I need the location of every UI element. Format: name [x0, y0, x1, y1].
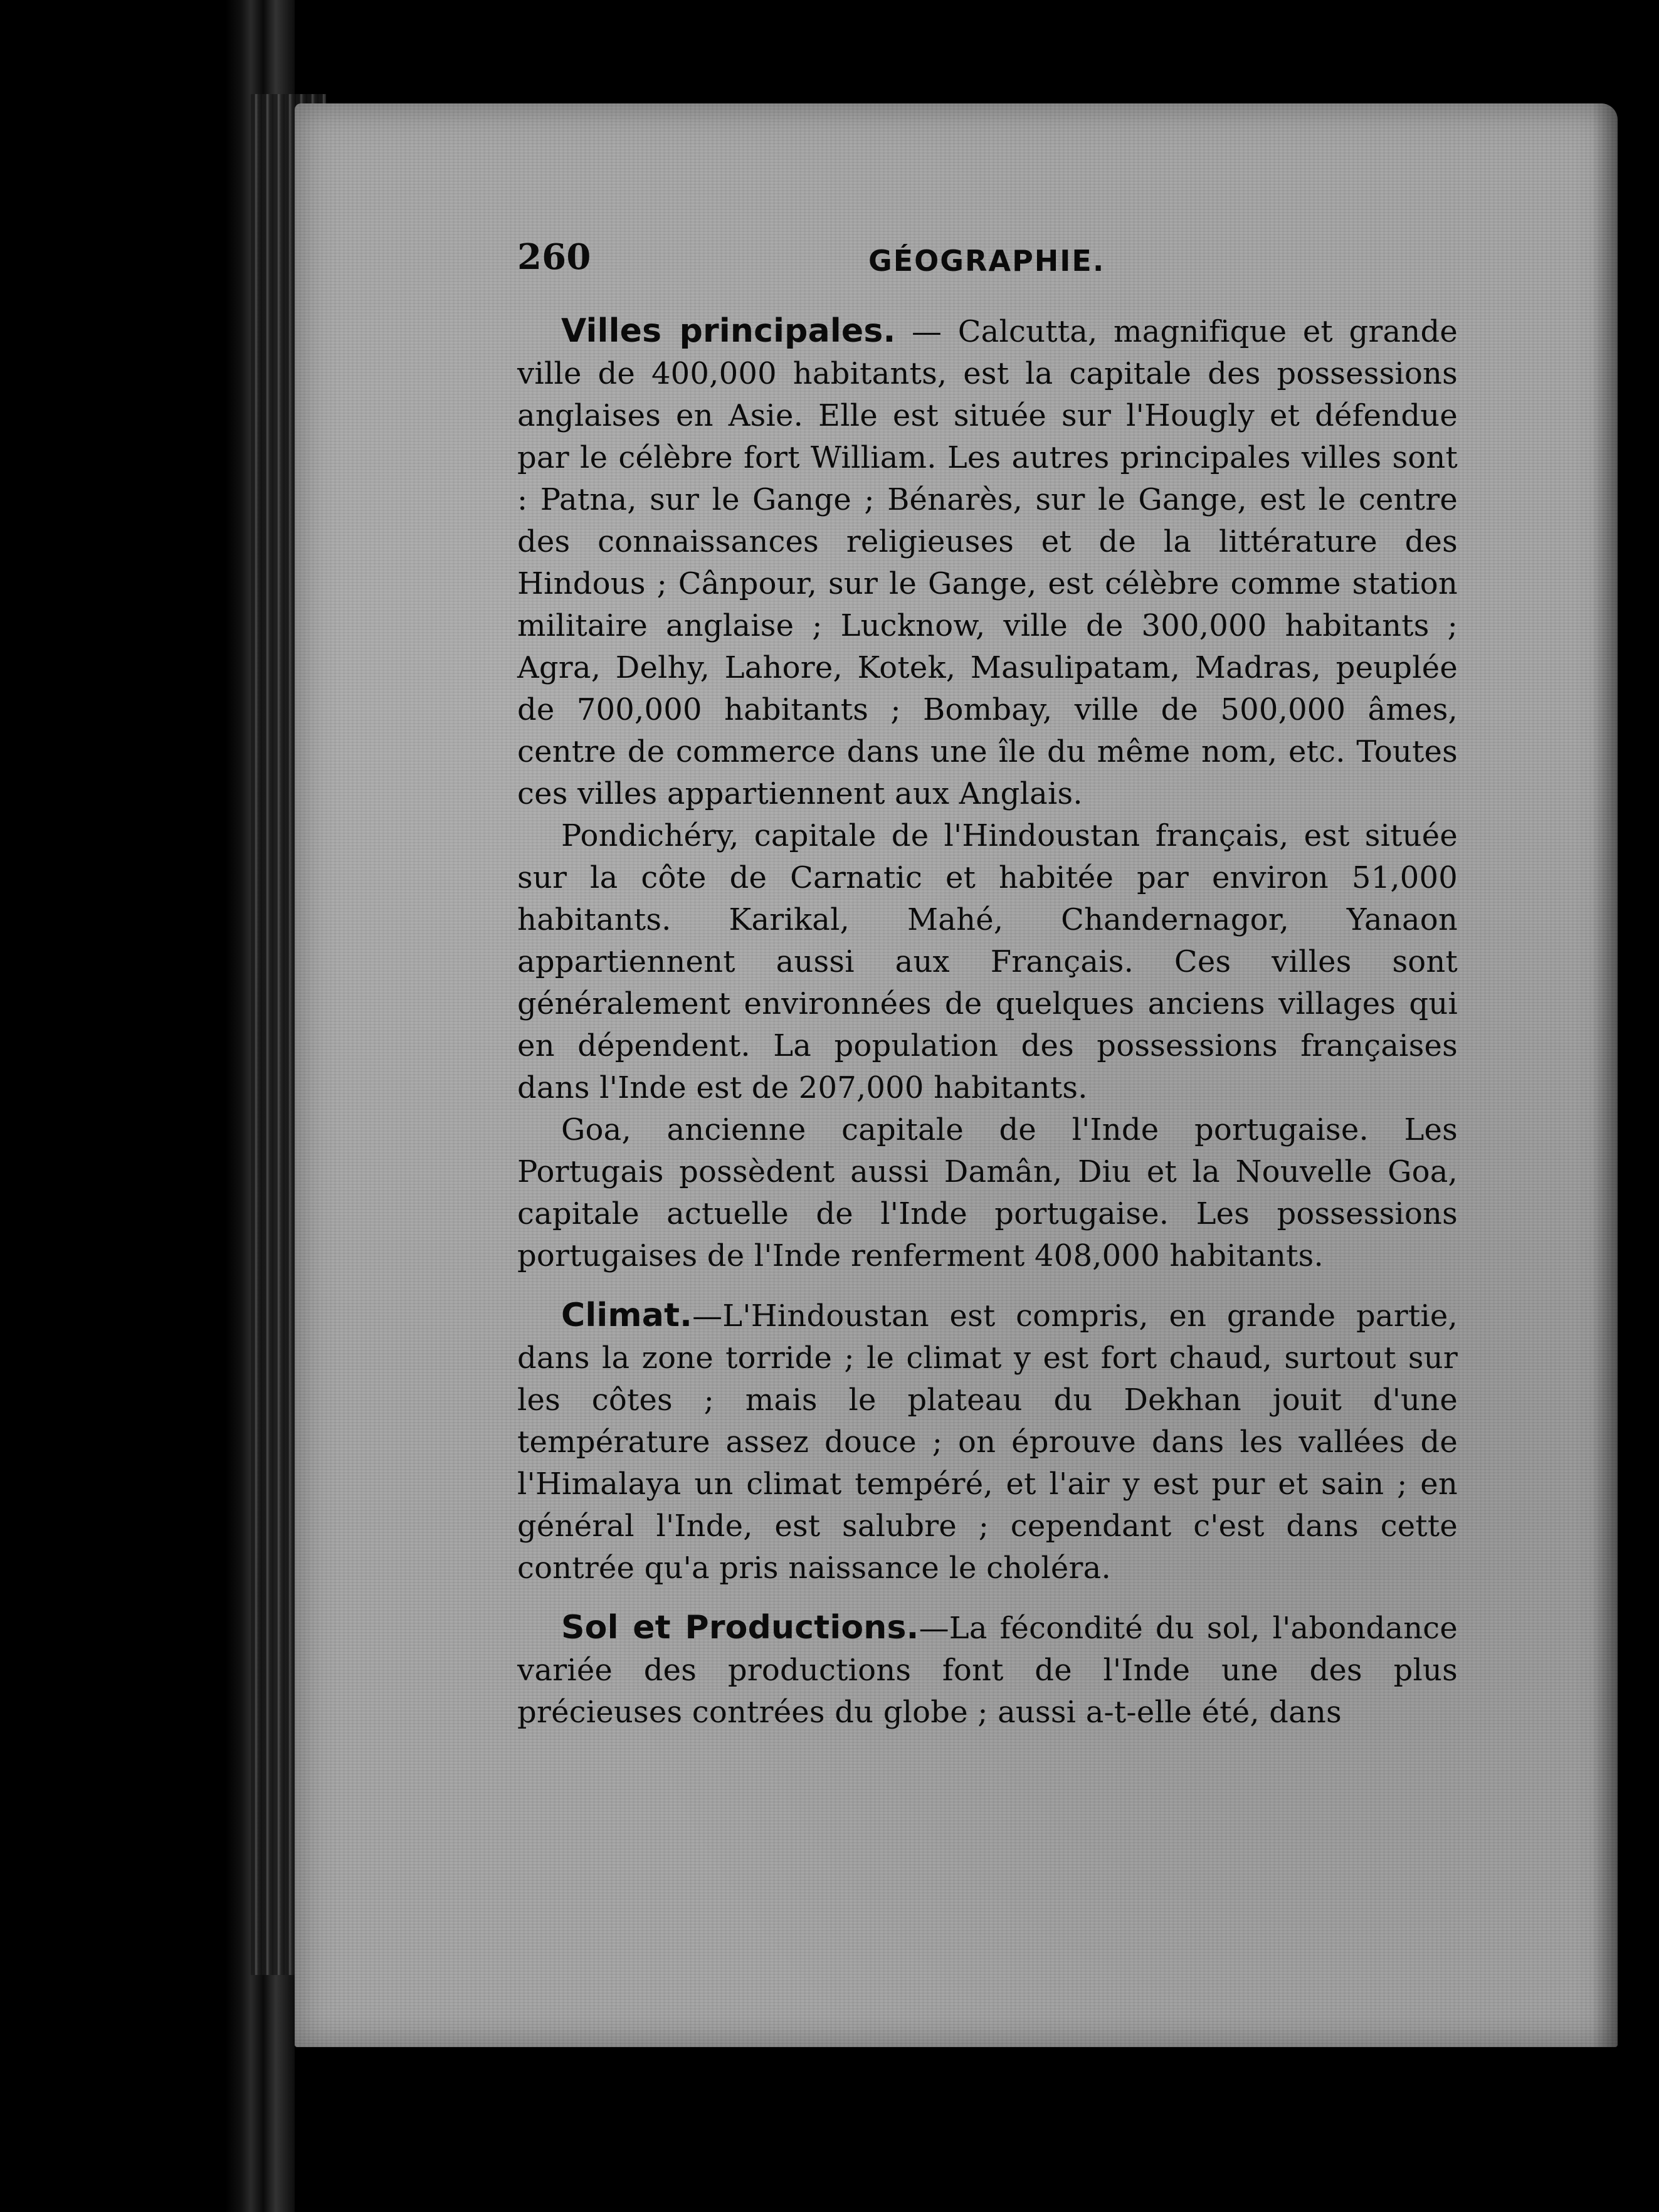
section-heading: Villes principales. [561, 312, 896, 350]
running-head [517, 235, 1458, 298]
page-number: 260 [517, 236, 591, 278]
page-fold-shadow [1593, 103, 1618, 2047]
paragraph-pondichery [517, 815, 1458, 1109]
page-text-block [517, 235, 1458, 1734]
running-title: GÉOGRAPHIE. [868, 244, 1105, 278]
paragraph-text: Goa, ancienne capitale de l'Inde portugaise. Les Portugais possèdent aussi Damân, Diu et la Nouvelle Goa, capitale actuelle de l'Inde portugaise. Les possessions portugaises de l'Inde renferment 408,000 habitants. [517, 1112, 1458, 1273]
book-page [295, 103, 1618, 2047]
paragraph-text: Pondichéry, capitale de l'Hindoustan français, est située sur la côte de Carnatic et habitée par environ 51,000 habitants. Karikal, Mahé, Chandernagor, Yanaon appartiennent aussi aux Français. Ces villes sont généralement environnées de quelques anciens villages qui en dépendent. La population des possessions françaises dans l'Inde est de 207,000 habitants. [517, 818, 1458, 1105]
paragraph-text: —L'Hindoustan est compris, en grande partie, dans la zone torride ; le climat y est fort chaud, surtout sur les côtes ; mais le plateau du Dekhan jouit d'une température assez douce ; on éprouve dans les vallées de l'Himalaya un climat tempéré, et l'air y est pur et sain ; en général l'Inde, est salubre ; cependant c'est dans cette contrée qu'a pris naissance le choléra. [517, 1298, 1458, 1586]
paragraph-climat [517, 1295, 1458, 1589]
paragraph-goa [517, 1109, 1458, 1277]
section-heading: Sol et Productions. [561, 1609, 919, 1646]
paragraph-text: —La fécondité du sol, l'abondance variée des productions font de l'Inde une des plus précieuses contrées du globe ; aussi a-t-elle été, dans [517, 1611, 1458, 1730]
paragraph-villes-principales [517, 310, 1458, 815]
paragraph-sol-productions [517, 1607, 1458, 1734]
section-heading: Climat. [561, 1297, 693, 1334]
paragraph-text: — Calcutta, magnifique et grande ville de 400,000 habitants, est la capitale des possessions anglaises en Asie. Elle est située sur l'Hougly et défendue par le célèbre fort William. Les autres principales villes sont : Patna, sur le Gange ; Bénarès, sur le Gange, est le centre des connaissances religieuses et de la littérature des Hindous ; Cânpour, sur le Gange, est célèbre comme station militaire anglaise ; Lucknow, ville de 300,000 habitants ; Agra, Delhy, Lahore, Kotek, Masulipatam, Madras, peuplée de 700,000 habitants ; Bombay, ville de 500,000 âmes, centre de commerce dans une île du même nom, etc. Toutes ces villes appartiennent aux Anglais. [517, 314, 1458, 811]
